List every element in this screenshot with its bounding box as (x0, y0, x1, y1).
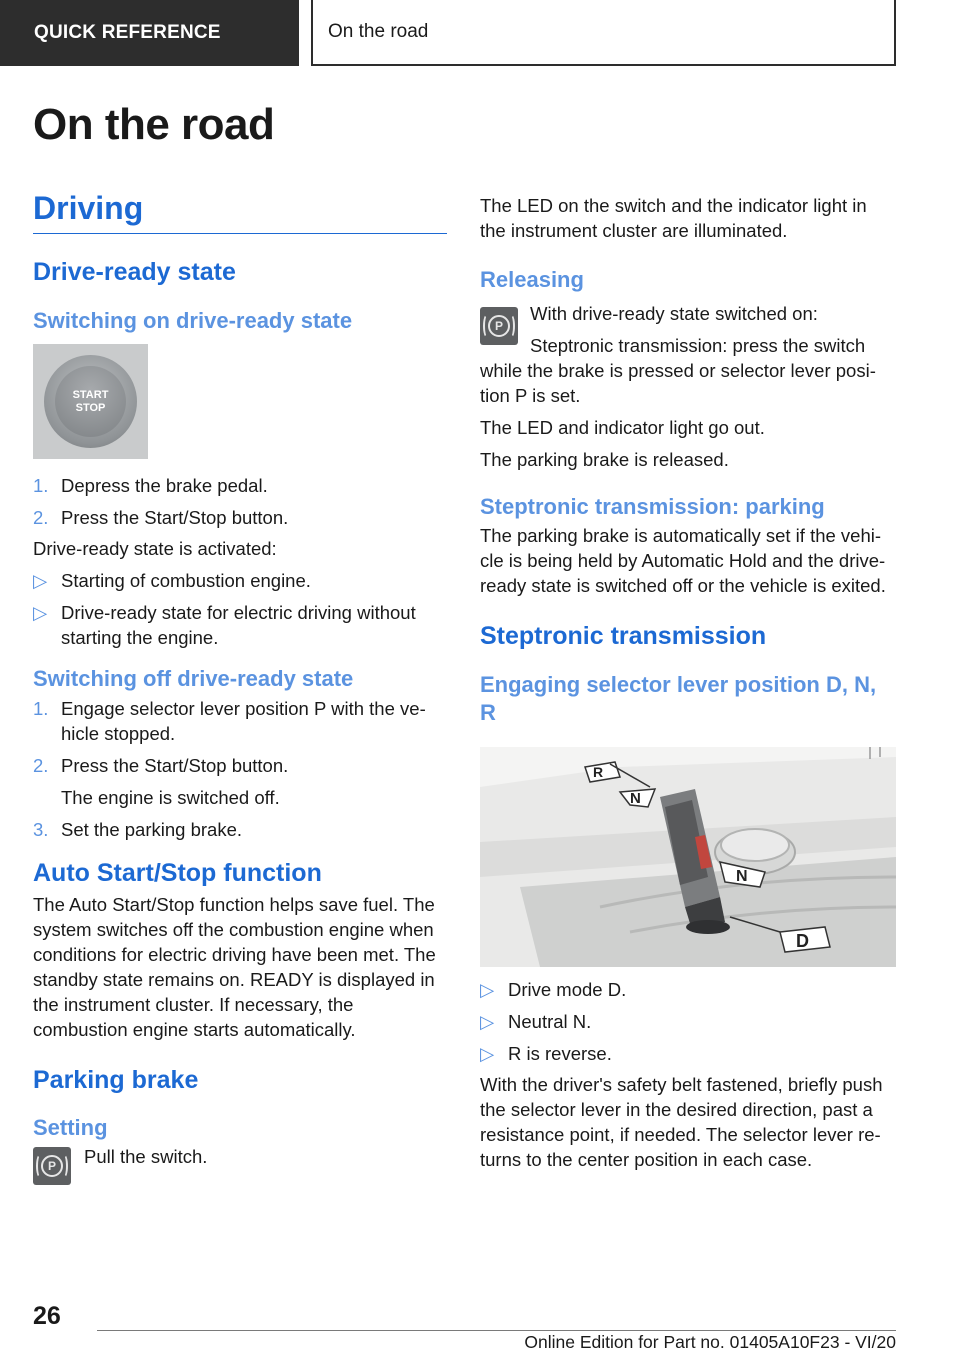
parking-p-circle-icon: P (41, 1155, 63, 1177)
triangle-bullet-icon: ▷ (33, 602, 48, 623)
list-item (480, 977, 896, 1002)
step-text: Press the Start/Stop button. (61, 755, 289, 776)
heading-engaging-selector: Engaging selector lever position D, N, R (480, 672, 877, 725)
heading-drive-ready-state: Drive-ready state (33, 258, 236, 286)
setting-row (33, 1147, 447, 1185)
list-item (480, 1009, 896, 1034)
header-chapter-tab (311, 0, 896, 66)
auto-start-stop-text: The Auto Start/Stop function helps save fuel. The system switches off the combustion engine when conditions for electric driving have been met. The standby state remains on. READY is displayed in the instrument cluster. If necessary, the combustion engine starts automatically. (33, 894, 436, 1040)
gear-label-r: R (593, 764, 604, 780)
step-subtext: The engine is switched off. (61, 787, 280, 808)
left-column (33, 190, 447, 1185)
heading-steptronic-transmission: Steptronic transmission (480, 622, 767, 650)
bullet-text: Drive mode D. (508, 979, 627, 1000)
safety-belt-text: With the driver's safety belt fastened, briefly push the selector lever in the desired direction, past a resistance point, if needed. The selector lever returns to the center position in each case. (480, 1074, 883, 1170)
bullet-text: Neutral N. (508, 1011, 592, 1032)
led-illuminated-text: The LED on the switch and the indicator light in the instrument cluster are illuminated. (480, 195, 867, 241)
header-section-tab (0, 0, 299, 66)
brake-released-text: The parking brake is released. (480, 449, 729, 470)
list-item (33, 473, 447, 498)
step-number: 1. (33, 698, 49, 719)
footer-edition: Online Edition for Part no. 01405A10F23 - VI/20 (524, 1332, 896, 1352)
heading-parking-brake: Parking brake (33, 1066, 199, 1094)
heading-auto-start-stop: Auto Start/Stop function (33, 859, 322, 887)
heading-switching-off: Switching off drive-ready state (33, 666, 354, 691)
releasing-line-2: Steptronic transmission: press the switch while the brake is pressed or selector lever position P is set. (480, 335, 876, 406)
gear-modes-list (480, 977, 896, 1066)
step-text: Depress the brake pedal. (61, 475, 268, 496)
triangle-bullet-icon: ▷ (480, 1011, 495, 1032)
bullet-text: R is reverse. (508, 1043, 612, 1064)
setting-text: Pull the switch. (84, 1146, 208, 1167)
list-item (33, 600, 447, 650)
triangle-bullet-icon: ▷ (480, 979, 495, 1000)
parking-brake-switch-icon (33, 1147, 71, 1185)
step-text: Set the parking brake. (61, 819, 242, 840)
start-stop-button-image (33, 344, 148, 459)
parking-brake-switch-icon (480, 307, 518, 345)
stop-label: STOP (75, 401, 106, 414)
releasing-block (480, 301, 896, 408)
gear-label-d: D (796, 931, 809, 951)
gear-label-n-upper: N (630, 790, 641, 807)
brake-arc-right-icon (60, 1154, 68, 1178)
footer-divider (97, 1330, 896, 1331)
bullet-text: Starting of combustion engine. (61, 570, 311, 591)
steps-switch-off-list (33, 696, 447, 842)
page-title: On the road (33, 100, 275, 149)
triangle-bullet-icon: ▷ (33, 570, 48, 591)
list-item (33, 505, 447, 530)
header-chapter-label: On the road (328, 21, 429, 42)
heading-releasing: Releasing (480, 267, 584, 292)
start-label: START (72, 388, 109, 401)
gear-label-n-lower: N (736, 868, 748, 885)
heading-switching-on: Switching on drive-ready state (33, 308, 353, 333)
list-item (33, 696, 447, 746)
step-number: 2. (33, 507, 49, 528)
list-item (33, 568, 447, 593)
heading-steptronic-parking: Steptronic transmission: parking (480, 494, 825, 519)
chapter-heading-driving: Driving (33, 190, 447, 234)
page-number: 26 (33, 1302, 61, 1330)
activated-text: Drive-ready state is activated: (33, 538, 277, 559)
step-number: 1. (33, 475, 49, 496)
right-column (480, 193, 896, 1172)
list-item (480, 1041, 896, 1066)
heading-setting: Setting (33, 1115, 108, 1140)
list-item (33, 753, 447, 810)
list-item (33, 817, 447, 842)
bullets-activated-list (33, 568, 447, 650)
led-out-text: The LED and indicator light go out. (480, 417, 765, 438)
step-text: Engage selector lever position P with the vehicle stopped. (61, 698, 426, 744)
step-number: 2. (33, 755, 49, 776)
steps-switch-on-list (33, 473, 447, 530)
step-text: Press the Start/Stop button. (61, 507, 289, 528)
releasing-line-1: With drive-ready state switched on: (530, 303, 818, 324)
header-section-label: QUICK REFERENCE (34, 22, 221, 43)
parking-p-circle-icon: P (488, 315, 510, 337)
selector-lever-illustration (480, 747, 896, 967)
bullet-text: Drive-ready state for electric driving without starting the engine. (61, 602, 416, 648)
steptronic-parking-text: The parking brake is automatically set if the vehicle is being held by Automatic Hold and the drive-ready state is switched off or the vehicle is exited. (480, 525, 886, 596)
selector-lever-image (480, 747, 896, 967)
triangle-bullet-icon: ▷ (480, 1043, 495, 1064)
start-stop-button-face (55, 366, 126, 437)
brake-arc-right-icon (507, 314, 515, 338)
step-number: 3. (33, 819, 49, 840)
